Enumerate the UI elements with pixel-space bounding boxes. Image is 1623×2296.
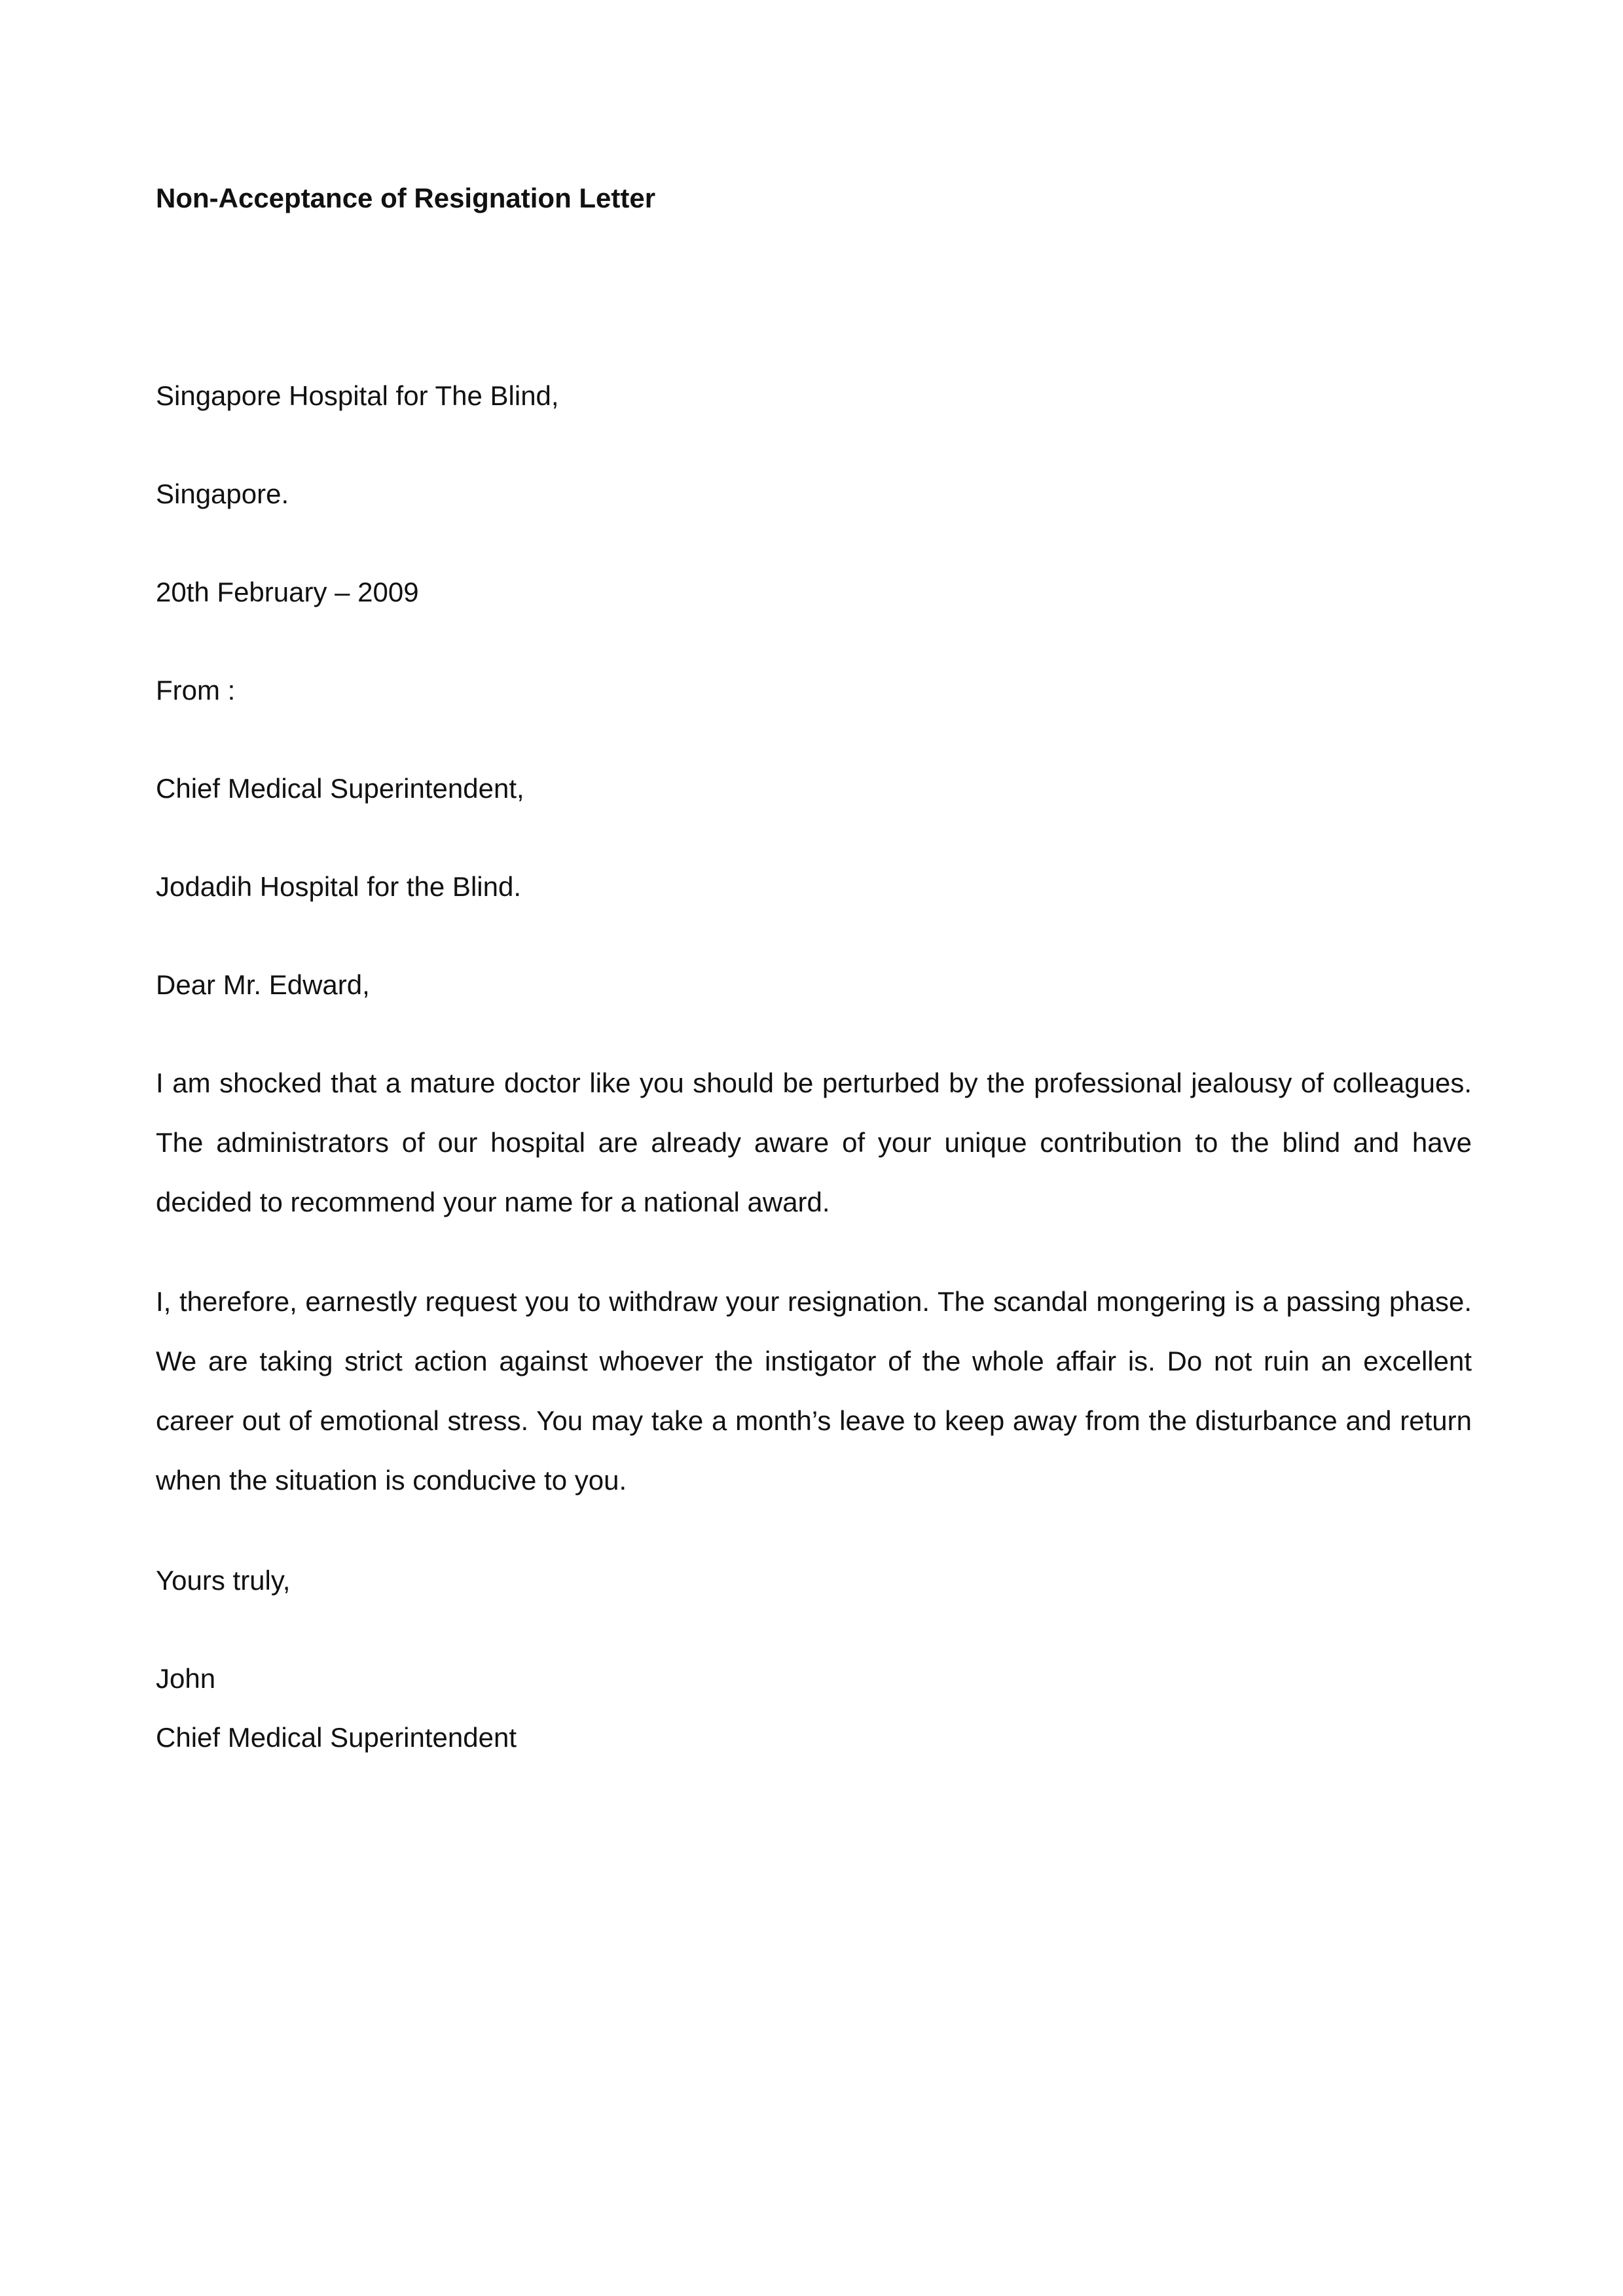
document-title: Non-Acceptance of Resignation Letter — [156, 183, 656, 213]
salutation: Dear Mr. Edward, — [156, 969, 370, 1000]
letter-date: 20th February – 2009 — [156, 577, 419, 607]
signature-title: Chief Medical Superintendent — [156, 1722, 517, 1753]
recipient-line-2: Singapore. — [156, 478, 289, 509]
closing: Yours truly, — [156, 1565, 291, 1596]
recipient-line-1: Singapore Hospital for The Blind, — [156, 380, 559, 411]
sender-title: Chief Medical Superintendent, — [156, 773, 524, 804]
sender-organization: Jodadih Hospital for the Blind. — [156, 871, 521, 902]
body-paragraph-1: I am shocked that a mature doctor like you should be perturbed by the professional jealousy of colleagues. The administrators of our hospital are already aware of your unique contribution to the blind and have decided to recommend your name for a national award. — [156, 1067, 1472, 1217]
body-paragraph-2: I, therefore, earnestly request you to withdraw your resignation. The scandal mongering is a passing phase. We are taking strict action against whoever the instigator of the whole affair is. Do not ruin an excellent career out of emotional stress. You may take a month’s leave to keep away from the disturbance and return when the situation is conducive to you. — [156, 1286, 1472, 1496]
signature-name: John — [156, 1663, 216, 1694]
from-label: From : — [156, 675, 236, 706]
